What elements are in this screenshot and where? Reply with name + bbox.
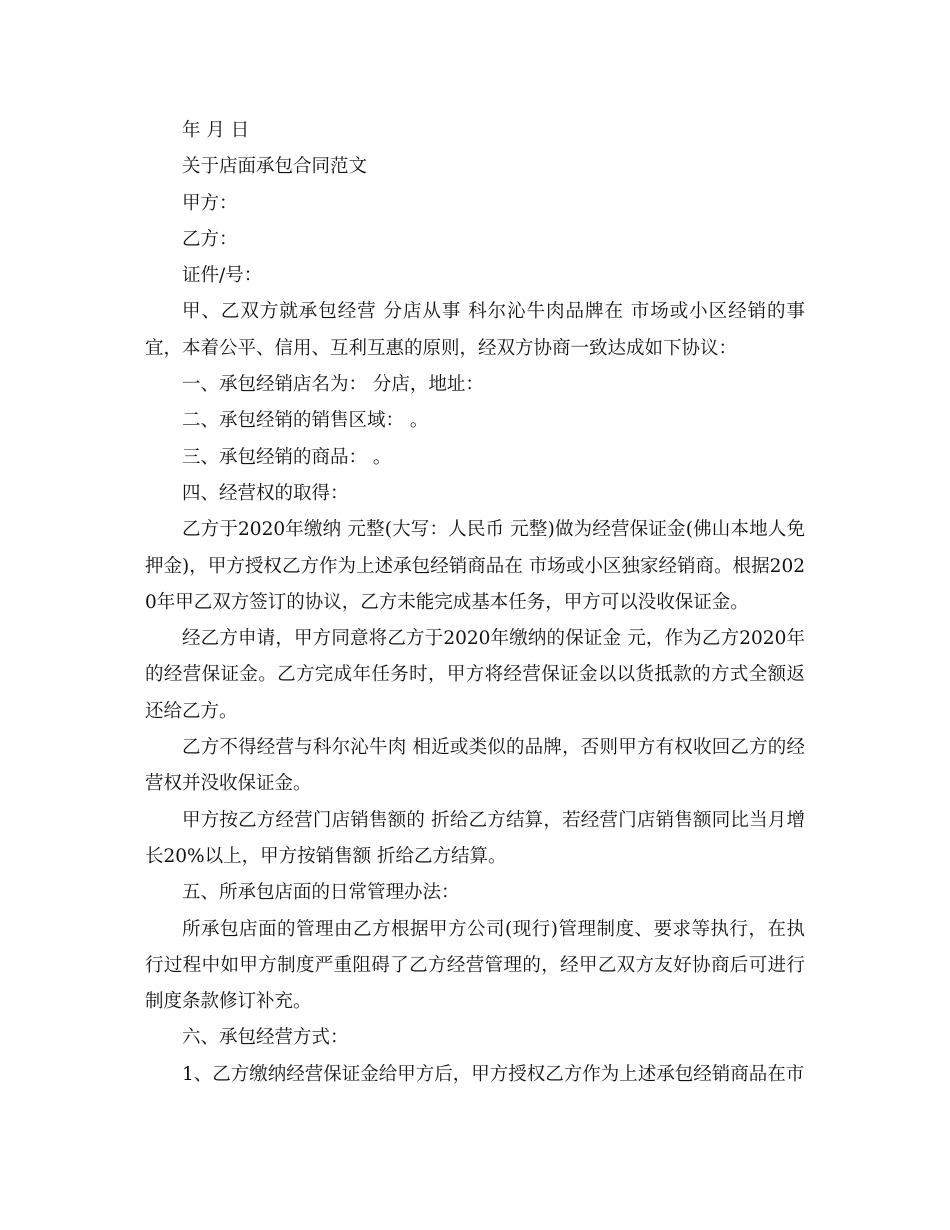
clause-goods: 三、承包经销的商品： 。 xyxy=(182,446,392,468)
section-heading-operation: 六、承包经营方式： xyxy=(182,1027,349,1049)
party-b-line: 乙方： xyxy=(182,228,238,250)
document-body xyxy=(145,113,805,1093)
paragraph-operation-1: 1、乙方缴纳经营保证金给甲方后，甲方授权乙方作为上述承包经销商品在市 xyxy=(182,1063,805,1085)
section-heading-management: 五、所承包店面的日常管理办法： xyxy=(182,882,460,904)
party-a-line: 甲方： xyxy=(182,192,238,214)
section-heading-rights: 四、经营权的取得： xyxy=(182,482,349,504)
clause-sales-area: 二、承包经销的销售区域： 。 xyxy=(182,410,429,432)
date-line: 年 月 日 xyxy=(182,120,250,141)
paragraph-deposit-transfer: 经乙方申请，甲方同意将乙方于2020年缴纳的保证金 元，作为乙方2020年的经营保证金。乙方完成年任务时，甲方将经营保证金以以货抵款的方式全额返还给乙方。 xyxy=(145,628,805,722)
id-number-line: 证件/号： xyxy=(182,265,263,287)
document-title: 关于店面承包合同范文 xyxy=(182,156,368,178)
paragraph-management: 所承包店面的管理由乙方根据甲方公司(现行)管理制度、要求等执行，在执行过程中如甲方制度严重阻碍了乙方经营管理的，经甲乙双方友好协商后可进行制度条款修订补充。 xyxy=(145,918,805,1013)
clause-store-name: 一、承包经销店名为： 分店，地址： xyxy=(182,374,484,396)
paragraph-brand-restriction: 乙方不得经营与科尔沁牛肉 相近或类似的品牌，否则甲方有权收回乙方的经营权并没收保证金。 xyxy=(145,737,805,795)
paragraph-settlement: 甲方按乙方经营门店销售额的 折给乙方结算，若经营门店销售额同比当月增长20%以上，甲方按销售额 折给乙方结算。 xyxy=(145,809,805,867)
preamble-paragraph: 甲、乙双方就承包经营 分店从事 科尔沁牛肉品牌在 市场或小区经销的事宜，本着公平、信用、互利互惠的原则，经双方协商一致达成如下协议： xyxy=(145,301,805,359)
paragraph-deposit: 乙方于2020年缴纳 元整(大写：人民币 元整)做为经营保证金(佛山本地人免押金)，甲方授权乙方作为上述承包经销商品在 市场或小区独家经销商。根据2020年甲乙双方签订的协议，乙方未能完成基本任务，甲方可以没收保证金。 xyxy=(145,519,805,613)
